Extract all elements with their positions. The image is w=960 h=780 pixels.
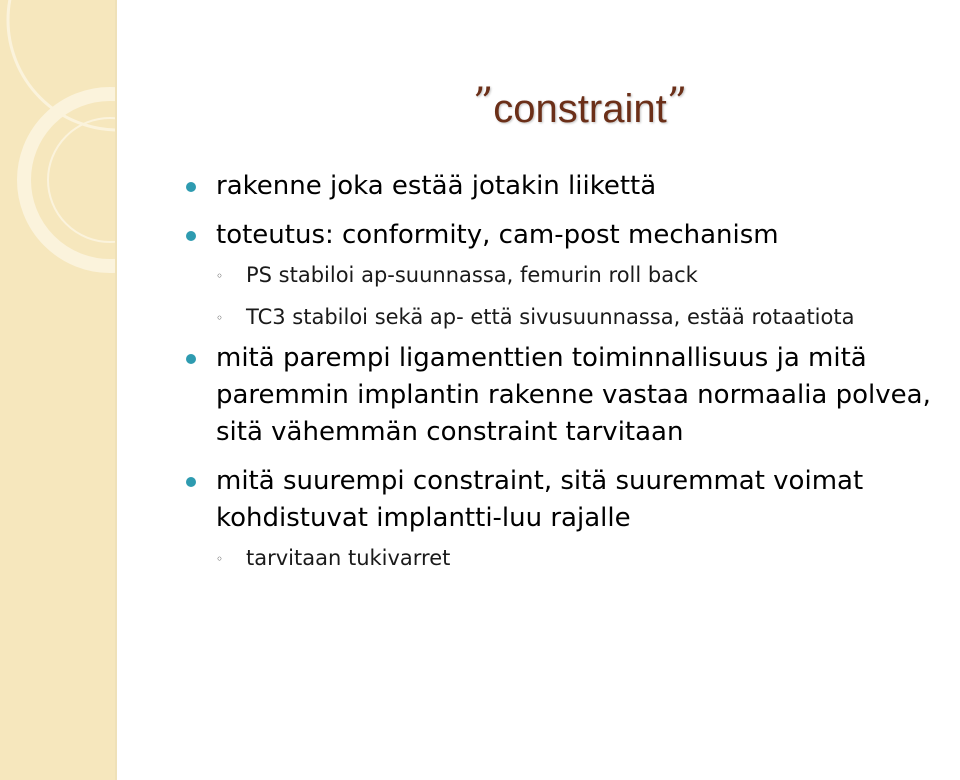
- sub-bullet-item: [186, 302, 956, 332]
- slide-title: [400, 66, 760, 140]
- title-open-quote: ”: [472, 80, 494, 126]
- sub-bullet-text: TC3 stabiloi sekä ap- että sivusuunnassa, estää rotaatiota: [246, 305, 855, 329]
- decorative-side-band: [0, 0, 115, 780]
- bullet-item: [186, 168, 956, 205]
- bullet-list: [186, 168, 956, 585]
- bullet-item: [186, 217, 956, 254]
- sub-bullet-ring-icon: ◦: [216, 269, 224, 283]
- sub-bullet-text: PS stabiloi ap-suunnassa, femurin roll back: [246, 263, 698, 287]
- sub-bullet-text: tarvitaan tukivarret: [246, 546, 451, 570]
- bullet-item: [186, 340, 956, 451]
- bullet-dot-icon: [186, 354, 196, 364]
- sub-bullet-item: [186, 260, 956, 290]
- title-close-quote: ”: [666, 80, 688, 126]
- side-band-edge: [115, 0, 117, 780]
- bullet-text: toteutus: conformity, cam-post mechanism: [216, 220, 779, 250]
- bullet-text: mitä suurempi constraint, sitä suuremmat voimat kohdistuvat implantti-luu rajalle: [216, 466, 864, 533]
- bullet-item: [186, 463, 956, 537]
- sub-bullet-ring-icon: ◦: [216, 552, 224, 566]
- sub-bullet-ring-icon: ◦: [216, 311, 224, 325]
- bullet-dot-icon: [186, 477, 196, 487]
- decorative-circles: [0, 0, 115, 780]
- bullet-dot-icon: [186, 231, 196, 241]
- bullet-text: mitä parempi ligamenttien toiminnallisuus ja mitä paremmin implantin rakenne vastaa normaalia polvea, sitä vähemmän constraint tarvitaan: [216, 343, 931, 447]
- title-text: constraint: [493, 87, 667, 131]
- bullet-text: rakenne joka estää jotakin liikettä: [216, 171, 657, 201]
- sub-bullet-item: [186, 543, 956, 573]
- bullet-dot-icon: [186, 182, 196, 192]
